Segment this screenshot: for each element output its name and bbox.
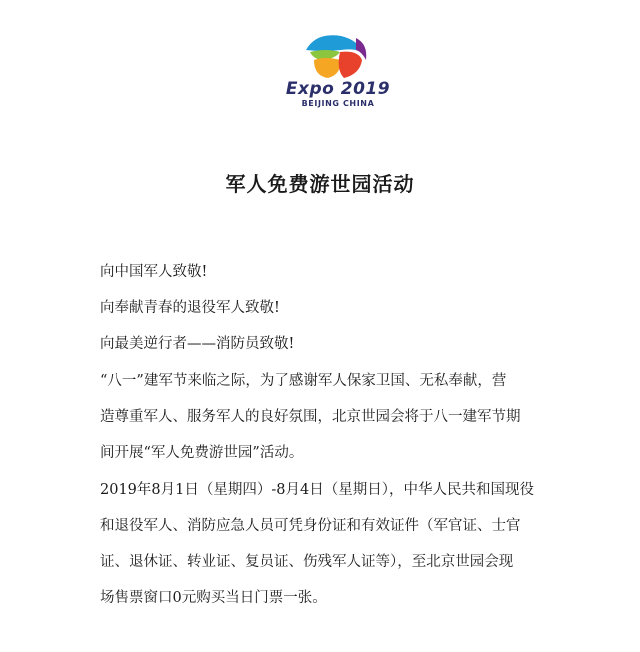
paragraph-2-line-4: 场售票窗口0元购买当日门票一张。	[100, 590, 327, 606]
paragraph-2-line-1: 2019年8月1日（星期四）-8月4日（星期日），中华人民共和国现役	[100, 482, 534, 498]
paragraph-2-line-3: 证、退休证、转业证、复员证、伤残军人证等），至北京世园会现	[100, 554, 514, 570]
paragraph-2-line-2: 和退役军人、消防应急人员可凭身份证和有效证件（军官证、士官	[100, 518, 521, 534]
paragraph-1-line-2: 造尊重军人、服务军人的良好氛围，北京世园会将于八一建军节期	[100, 409, 521, 425]
logo-subtitle: BEIJING CHINA	[301, 99, 375, 108]
paragraph-1-line-3: 间开展“军人免费游世园”活动。	[100, 445, 304, 461]
paragraph-1-line-1: “八一”建军节来临之际，为了感谢军人保家卫国、无私奉献，营	[100, 373, 507, 389]
page-title: 军人免费游世园活动	[225, 172, 415, 196]
salutation-2: 向奉献青春的退役军人致敬!	[100, 300, 280, 316]
salutation-1: 向中国军人致敬!	[100, 264, 208, 280]
logo-title: Expo 2019	[285, 79, 391, 99]
salutation-3: 向最美逆行者——消防员致敬!	[100, 336, 295, 352]
expo-flower-icon	[296, 30, 376, 80]
